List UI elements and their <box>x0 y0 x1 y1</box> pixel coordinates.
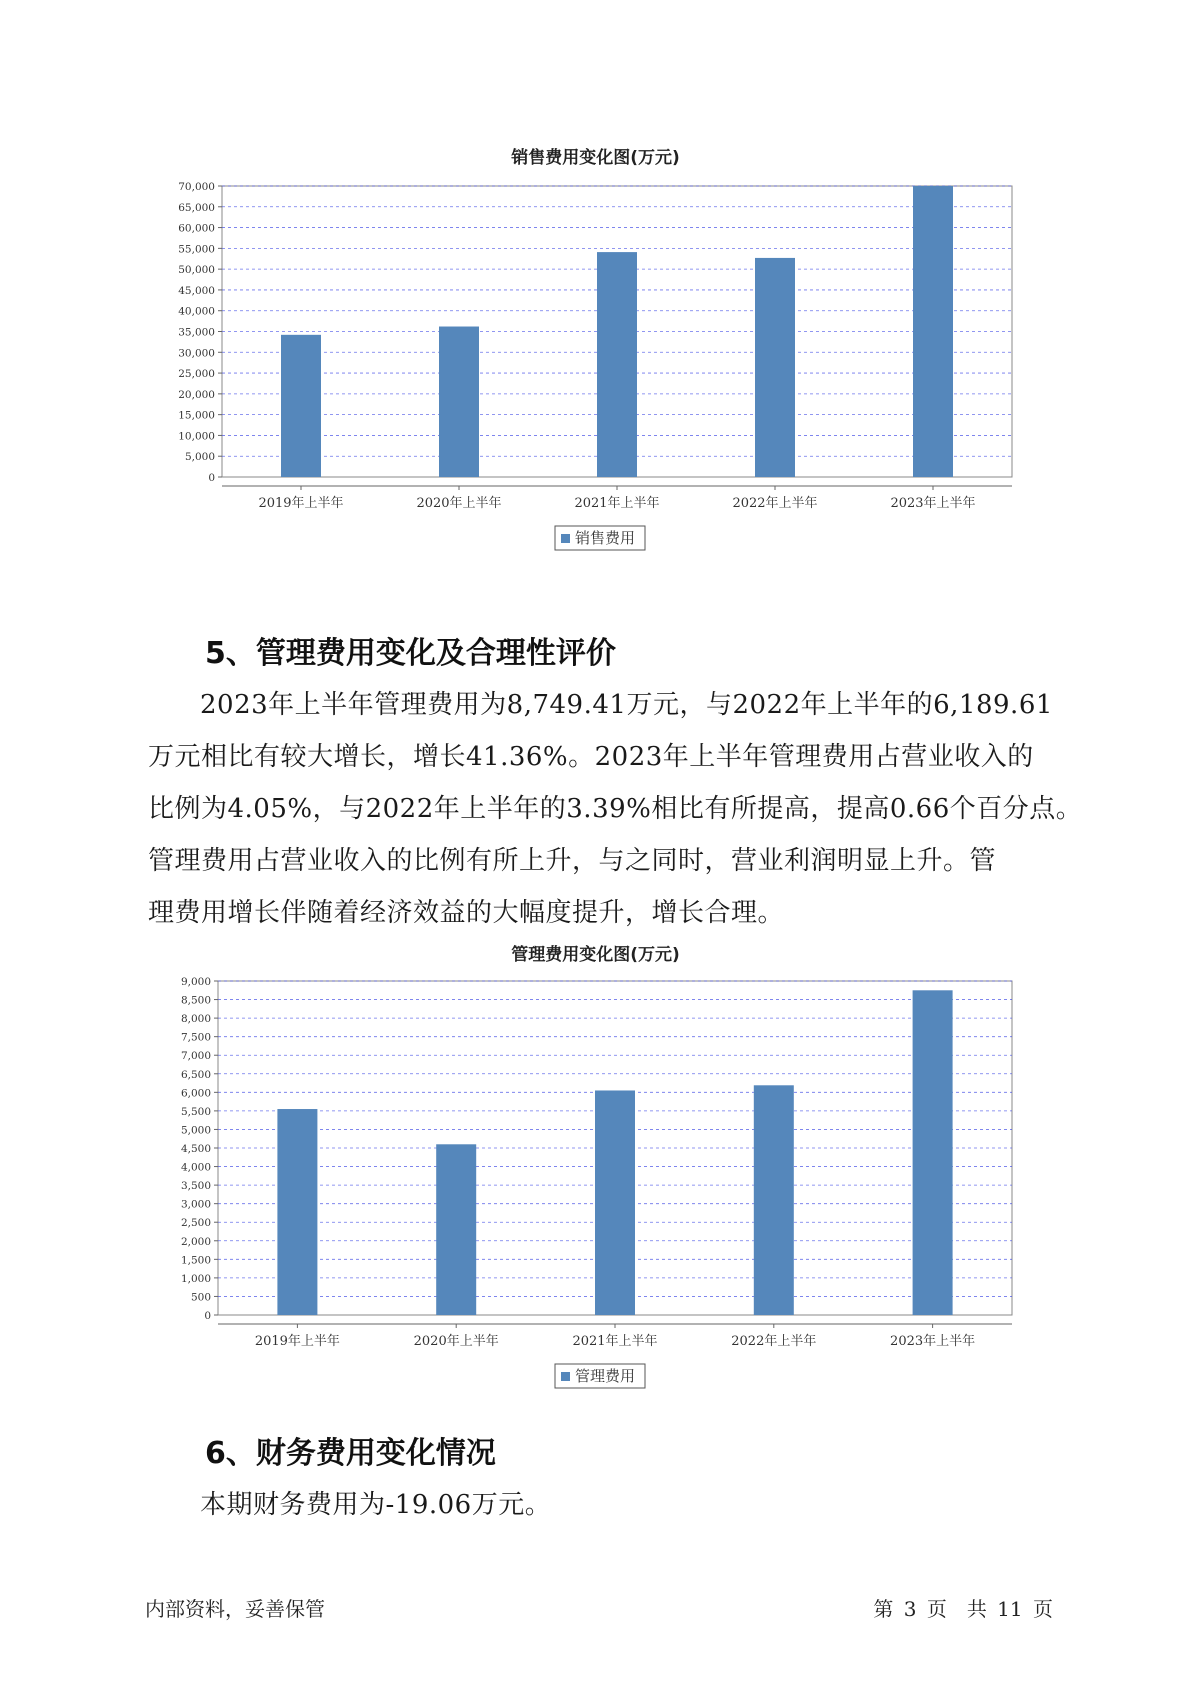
bar <box>595 1090 635 1315</box>
paragraph-line: 2023年上半年管理费用为8,749.41万元，与2022年上半年的6,189.61 <box>200 690 1053 720</box>
y-tick-label: 10,000 <box>178 430 215 443</box>
y-tick-label: 1,500 <box>180 1254 211 1267</box>
y-tick-label: 60,000 <box>178 222 215 235</box>
x-tick-label: 2021年上半年 <box>574 496 660 511</box>
y-tick-label: 50,000 <box>178 264 215 277</box>
x-tick-label: 2023年上半年 <box>890 1334 976 1349</box>
bar <box>436 1144 476 1315</box>
y-tick-label: 5,000 <box>184 451 215 464</box>
x-tick-label: 2020年上半年 <box>416 496 502 511</box>
y-tick-label: 0 <box>204 1310 211 1322</box>
legend-label: 管理费用 <box>575 1367 636 1385</box>
admin-expense-chart <box>0 968 1191 1388</box>
y-tick-label: 40,000 <box>178 305 215 318</box>
y-tick-label: 0 <box>208 472 215 484</box>
paragraph-line: 理费用增长伴随着经济效益的大幅度提升，增长合理。 <box>148 898 785 928</box>
y-tick-label: 1,000 <box>180 1272 211 1285</box>
y-tick-label: 9,000 <box>180 976 211 988</box>
admin-chart-title: 管理费用变化图(万元) <box>511 945 680 965</box>
legend-swatch <box>561 534 570 543</box>
bar <box>754 1085 794 1315</box>
x-tick-label: 2022年上半年 <box>732 496 818 511</box>
x-tick-label: 2019年上半年 <box>254 1334 340 1349</box>
y-tick-label: 7,000 <box>180 1050 211 1063</box>
y-tick-label: 8,000 <box>180 1013 211 1026</box>
y-tick-label: 4,000 <box>180 1161 211 1174</box>
y-tick-label: 4,500 <box>180 1143 211 1155</box>
sales-chart-title: 销售费用变化图(万元) <box>511 148 680 168</box>
y-tick-label: 3,500 <box>180 1180 211 1193</box>
legend-swatch <box>561 1372 570 1381</box>
y-tick-label: 6,500 <box>180 1068 211 1081</box>
bar <box>913 186 953 477</box>
paragraph-line: 管理费用占营业收入的比例有所上升，与之同时，营业利润明显上升。管 <box>148 846 997 876</box>
y-tick-label: 500 <box>190 1291 211 1304</box>
y-tick-label: 30,000 <box>178 347 215 360</box>
y-tick-label: 35,000 <box>178 326 215 339</box>
x-tick-label: 2019年上半年 <box>258 496 344 511</box>
section5-heading: 5、管理费用变化及合理性评价 <box>205 636 616 671</box>
footer-confidential-note: 内部资料，妥善保管 <box>145 1597 325 1621</box>
paragraph-line: 万元相比有较大增长，增长41.36%。2023年上半年管理费用占营业收入的 <box>148 742 1034 772</box>
y-tick-label: 8,500 <box>180 994 211 1007</box>
y-tick-label: 65,000 <box>178 201 215 214</box>
y-tick-label: 20,000 <box>178 388 215 401</box>
y-tick-label: 3,000 <box>180 1198 211 1211</box>
y-tick-label: 5,500 <box>180 1105 211 1118</box>
bar <box>755 258 795 477</box>
y-tick-label: 7,500 <box>180 1031 211 1044</box>
section5-paragraph <box>148 679 1083 939</box>
y-tick-label: 70,000 <box>178 181 215 193</box>
y-tick-label: 2,500 <box>180 1217 211 1230</box>
section6-heading: 6、财务费用变化情况 <box>205 1436 496 1471</box>
y-tick-label: 5,000 <box>180 1124 211 1137</box>
bar <box>913 990 953 1315</box>
bar <box>277 1109 317 1315</box>
section6-paragraph: 本期财务费用为-19.06万元。 <box>200 1490 552 1520</box>
y-tick-label: 15,000 <box>178 409 215 422</box>
y-tick-label: 25,000 <box>178 368 215 381</box>
footer-page-number: 第 3 页 共 11 页 <box>873 1597 1053 1621</box>
x-tick-label: 2021年上半年 <box>572 1334 658 1349</box>
bar <box>597 252 637 477</box>
x-tick-label: 2023年上半年 <box>890 496 976 511</box>
bar <box>281 335 321 477</box>
sales-expense-chart <box>0 170 1191 590</box>
x-tick-label: 2022年上半年 <box>731 1334 817 1349</box>
paragraph-line: 比例为4.05%，与2022年上半年的3.39%相比有所提高，提高0.66个百分点。 <box>148 794 1083 824</box>
y-tick-label: 55,000 <box>178 243 215 256</box>
x-tick-label: 2020年上半年 <box>413 1334 499 1349</box>
legend-label: 销售费用 <box>575 529 636 547</box>
bar <box>439 327 479 477</box>
y-tick-label: 6,000 <box>180 1087 211 1100</box>
y-tick-label: 2,000 <box>180 1235 211 1248</box>
y-tick-label: 45,000 <box>178 284 215 297</box>
